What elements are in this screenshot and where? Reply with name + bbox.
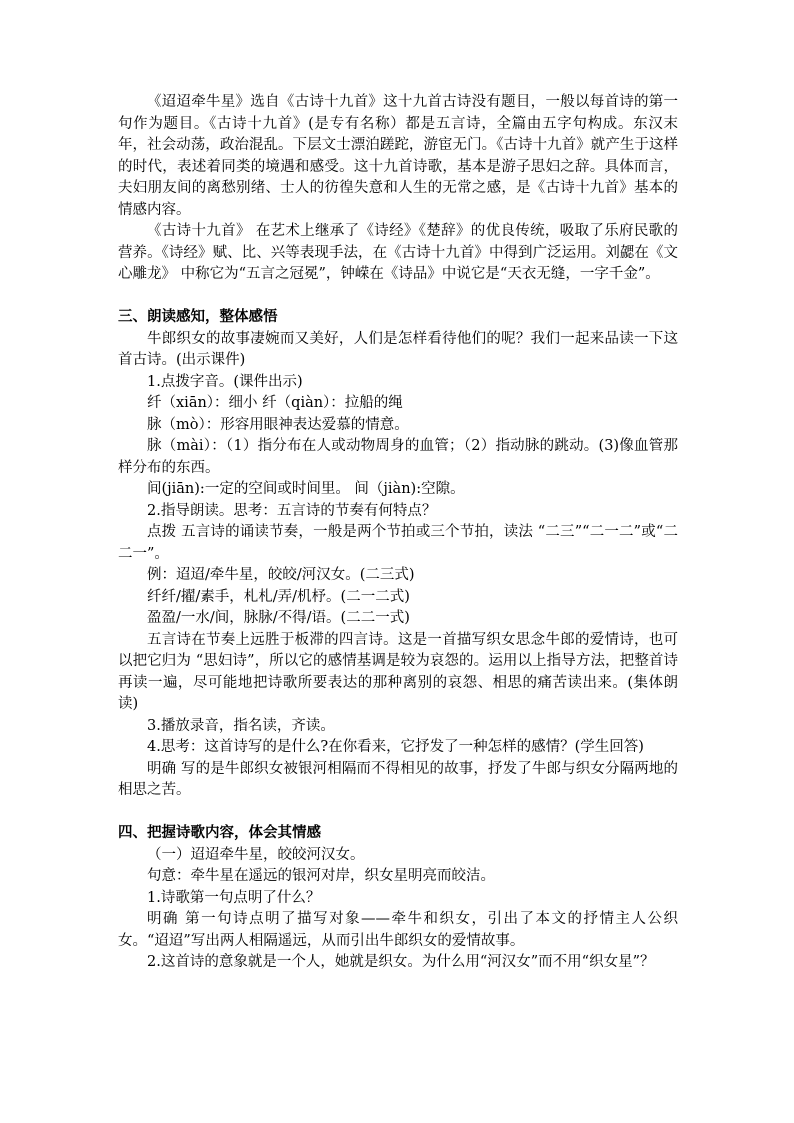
section-4-paragraph: 明确 第一句诗点明了描写对象——牵牛和织女，引出了本文的抒情主人公织女。“迢迢”写出两人相隔遥远，从而引出牛郎织女的爱情故事。 — [118, 911, 678, 949]
section-3-paragraph: 纤（xiān）：细小 纤（qiàn）：拉船的绳 — [147, 395, 403, 411]
spacer — [118, 802, 678, 824]
section-3-paragraph: 脉（mài）：（1）指分布在人或动物周身的血管；（2）指动脉的跳动。(3)像血管那样分布的东西。 — [118, 438, 678, 476]
section-3-paragraph: 2.指导朗读。思考：五言诗的节奏有何特点？ — [147, 502, 437, 519]
section-4-paragraph: （一）迢迢牵牛星，皎皎河汉女。 — [147, 846, 365, 863]
intro-paragraph-2: 《古诗十九首》 在艺术上继承了《诗经》《楚辞》的优良传统，吸取了乐府民歌的营养。《诗经》赋、比、兴等表现手法，在《古诗十九首》中得到广泛运用。刘勰在《文心雕龙》 中称它为“五言之冠冕”，钟嵘在《诗品》中说它是“天衣无缝，一字千金”。 — [118, 223, 678, 282]
intro-paragraph-1: 《迢迢牵牛星》选自《古诗十九首》这十九首古诗没有题目，一般以每首诗的第一句作为题目。《古诗十九首》(是专有名称）都是五言诗，全篇由五字句构成。东汉末年，社会动荡，政治混乱。下层文士漂泊蹉跎，游宦无门。《古诗十九首》就产生于这样的时代，表述着同类的境遇和感受。这十九首诗歌，基本是游子思妇之辞。具体而言，夫妇朋友间的离愁别绪、士人的彷徨失意和人生的无常之感，是《古诗十九首》基本的情感内容。 — [118, 94, 678, 218]
section-4-heading: 四、把握诗歌内容，体会其情感 — [118, 825, 321, 841]
section-3-paragraph: 脉（mò）：形容用眼神表达爱慕的情意。 — [147, 416, 409, 433]
section-3-paragraph: 五言诗在节奏上远胜于板滞的四言诗。这是一首描写织女思念牛郎的爱情诗，也可以把它归为 “思妇诗”，所以它的感情基调是较为哀怨的。运用以上指导方法，把整首诗再读一遍，尽可能地把诗歌所要表达的那种离别的哀怨、相思的痛苦读出来。(集体朗读) — [118, 631, 678, 712]
section-4-paragraph: 1.诗歌第一句点明了什么？ — [147, 889, 321, 906]
section-3-paragraph: 1.点拨字音。(课件出示) — [147, 373, 303, 390]
section-3-paragraph: 牛郎织女的故事凄婉而又美好，人们是怎样看待他们的呢？我们一起来品读一下这首古诗。(出示课件) — [118, 330, 678, 368]
section-3-paragraph: 间(jiān):一定的空间或时间里。 间（jiàn):空隙。 — [147, 481, 465, 497]
section-3-paragraph: 盈盈/一水/间，脉脉/不得/语。(二二一式) — [147, 610, 410, 626]
section-3-paragraph: 4.思考：这首诗写的是什么?在你看来，它抒发了一种怎样的感情？(学生回答) — [147, 739, 644, 755]
section-3-paragraph: 纤纤/擢/素手，札札/弄/机杼。(二一二式) — [147, 588, 410, 605]
section-3-paragraph: 3.播放录音，指名读，齐读。 — [147, 717, 335, 734]
section-4-paragraph: 句意：牵牛星在遥远的银河对岸，织女星明亮而皎洁。 — [147, 868, 495, 884]
section-3-heading: 三、朗读感知，整体感悟 — [118, 309, 278, 325]
spacer — [118, 286, 678, 308]
section-3-paragraph: 明确 写的是牛郎织女被银河相隔而不得相见的故事，抒发了牛郎与织女分隔两地的相思之苦。 — [118, 760, 678, 798]
section-4-paragraph: 2.这首诗的意象就是一个人，她就是织女。为什么用“河汉女”而不用“织女星”？ — [147, 954, 655, 970]
section-3-paragraph: 点拨 五言诗的诵读节奏，一般是两个节拍或三个节拍，读法 “二三”“二一二”或“二二一”。 — [118, 524, 678, 562]
section-3-paragraph: 例：迢迢/牵牛星，皎皎/河汉女。(二三式) — [147, 567, 415, 583]
document-page — [118, 92, 678, 974]
